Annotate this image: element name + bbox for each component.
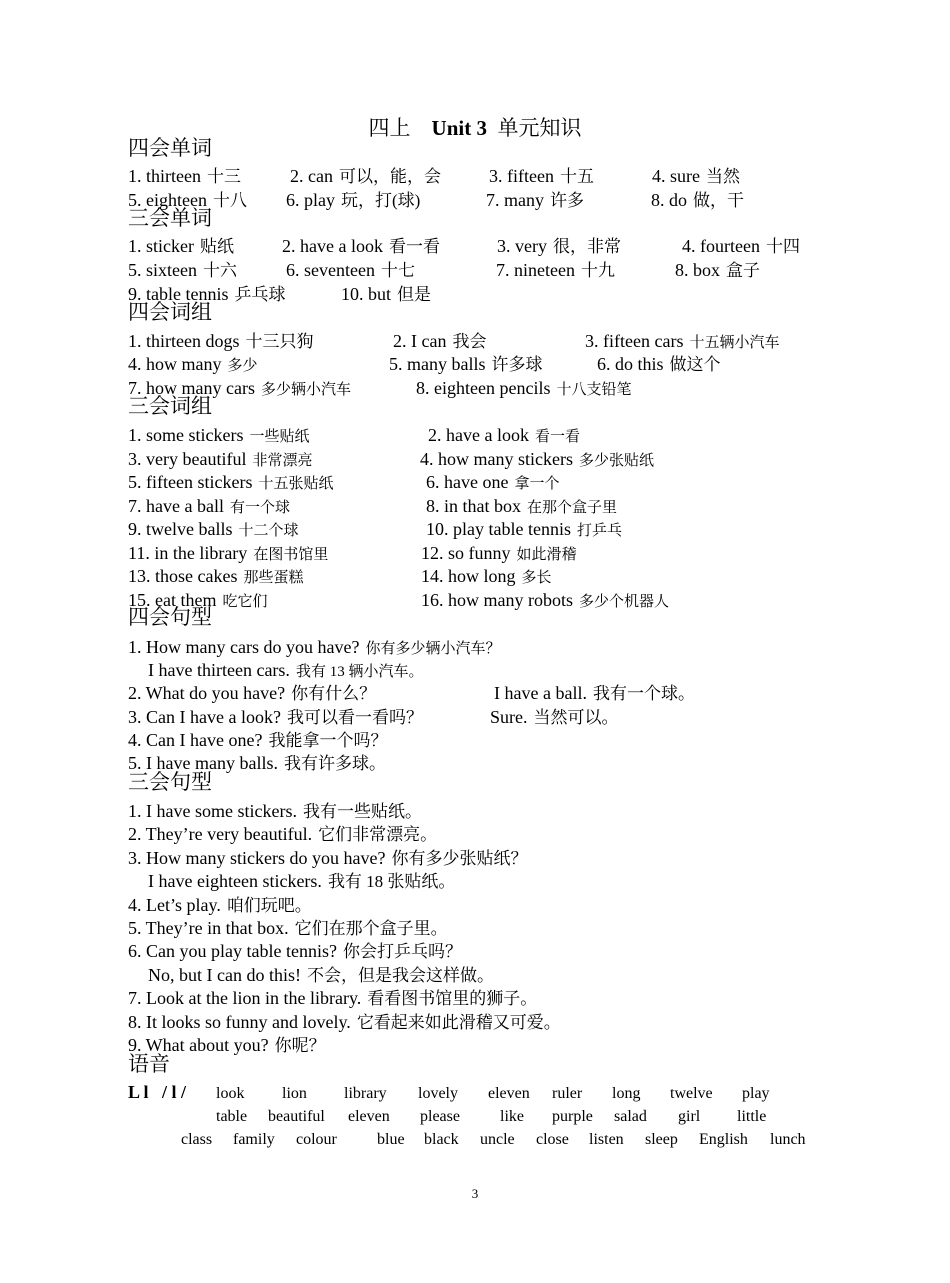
- sentence-line: I have eighteen stickers. 我有 18 张贴纸。: [148, 871, 456, 891]
- sentence-line: I have thirteen cars. 我有 13 辆小汽车。: [148, 660, 424, 680]
- section-heading-three-skill-sentences: 三会句型: [128, 770, 212, 794]
- phonics-word: eleven: [348, 1108, 390, 1125]
- phrase-item: 16. how many robots 多少个机器人: [421, 590, 670, 610]
- sentence-line: 4. Can I have one? 我能拿一个吗？: [128, 730, 388, 750]
- phonics-word: listen: [589, 1131, 624, 1148]
- sentence-line: Sure. 当然可以。: [490, 707, 619, 727]
- phonics-word: please: [420, 1108, 460, 1125]
- phrase-item: 5. many balls 许多球: [389, 354, 543, 374]
- section-heading-three-skill-words: 三会单词: [128, 206, 212, 230]
- phrase-item: 8. eighteen pencils 十八支铅笔: [416, 378, 632, 398]
- sentence-line: I have a ball. 我有一个球。: [494, 683, 695, 703]
- word-item: 6. seventeen 十七: [286, 260, 415, 280]
- word-item: 1. thirteen 十三: [128, 166, 241, 186]
- phrase-item: 6. have one 拿一个: [426, 472, 560, 492]
- phonics-word: black: [424, 1131, 459, 1148]
- word-item: 5. sixteen 十六: [128, 260, 237, 280]
- phrase-item: 15. eat them 吃它们: [128, 590, 268, 610]
- word-item: 9. table tennis 乒乓球: [128, 284, 286, 304]
- phonics-word: family: [233, 1131, 275, 1148]
- phonics-word: twelve: [670, 1085, 713, 1102]
- phrase-item: 9. twelve balls 十二个球: [128, 519, 299, 539]
- sentence-line: 1. I have some stickers. 我有一些贴纸。: [128, 801, 422, 821]
- phonics-word: eleven: [488, 1085, 530, 1102]
- phonics-word: sleep: [645, 1131, 678, 1148]
- sentence-line: 7. Look at the lion in the library. 看看图书馆里的狮子。: [128, 988, 538, 1008]
- phonics-word: purple: [552, 1108, 593, 1125]
- phonics-word: long: [612, 1085, 641, 1102]
- phonics-word: library: [344, 1085, 387, 1102]
- section-heading-three-skill-phrases: 三会词组: [128, 394, 212, 418]
- sentence-line: 9. What about you? 你呢？: [128, 1035, 326, 1055]
- phrase-item: 6. do this 做这个: [597, 354, 721, 374]
- sentence-line: 8. It looks so funny and lovely. 它看起来如此滑稽又可爱。: [128, 1012, 561, 1032]
- phrase-item: 1. some stickers 一些贴纸: [128, 425, 310, 445]
- sentence-line: 5. I have many balls. 我有许多球。: [128, 753, 386, 773]
- phonics-word: lion: [282, 1085, 307, 1102]
- phrase-item: 5. fifteen stickers 十五张贴纸: [128, 472, 334, 492]
- phrase-item: 11. in the library 在图书馆里: [128, 543, 329, 563]
- phonics-word: colour: [296, 1131, 337, 1148]
- phonics-word: salad: [614, 1108, 647, 1125]
- word-item: 6. play 玩，打(球): [286, 190, 421, 210]
- phonics-word: uncle: [480, 1131, 515, 1148]
- word-item: 5. eighteen 十八: [128, 190, 247, 210]
- phrase-item: 2. I can 我会: [393, 331, 487, 351]
- phonics-word: table: [216, 1108, 248, 1125]
- word-item: 1. sticker 贴纸: [128, 236, 234, 256]
- word-item: 10. but 但是: [341, 284, 432, 304]
- sentence-line: 6. Can you play table tennis? 你会打乒乓吗？: [128, 941, 462, 961]
- phrase-item: 8. in that box 在那个盒子里: [426, 496, 618, 516]
- phonics-word: beautiful: [268, 1108, 325, 1125]
- phonics-word: lunch: [770, 1131, 806, 1148]
- phonics-word: lovely: [418, 1085, 458, 1102]
- phonics-word: play: [742, 1085, 770, 1102]
- phonics-word: like: [500, 1108, 524, 1125]
- phonics-word: English: [699, 1131, 748, 1148]
- section-heading-four-skill-words: 四会单词: [128, 136, 212, 160]
- phrase-item: 7. how many cars 多少辆小汽车: [128, 378, 351, 398]
- title-prefix: 四上: [368, 116, 411, 140]
- phrase-item: 3. very beautiful 非常漂亮: [128, 449, 313, 469]
- sentence-line: 5. They’re in that box. 它们在那个盒子里。: [128, 918, 448, 938]
- word-item: 8. do 做，干: [651, 190, 744, 210]
- word-item: 2. have a look 看一看: [282, 236, 440, 256]
- phrase-item: 12. so funny 如此滑稽: [421, 543, 577, 563]
- phonics-word: class: [181, 1131, 213, 1148]
- phonics-word: blue: [377, 1131, 405, 1148]
- phrase-item: 2. have a look 看一看: [428, 425, 580, 445]
- sentence-line: 2. What do you have? 你有什么？: [128, 683, 377, 703]
- section-heading-phonics: 语音: [128, 1052, 170, 1076]
- phonics-word: girl: [678, 1108, 701, 1125]
- phrase-item: 14. how long 多长: [421, 566, 552, 586]
- phrase-item: 7. have a ball 有一个球: [128, 496, 290, 516]
- page-number: 3: [471, 1186, 479, 1201]
- word-item: 3. fifteen 十五: [489, 166, 594, 186]
- phonics-word: close: [536, 1131, 569, 1148]
- title-unit: Unit 3: [431, 116, 487, 140]
- word-item: 3. very 很，非常: [497, 236, 621, 256]
- phrase-item: 3. fifteen cars 十五辆小汽车: [585, 331, 780, 351]
- phonics-word: ruler: [552, 1085, 583, 1102]
- word-item: 7. many 许多: [486, 190, 584, 210]
- title-suffix: 单元知识: [497, 116, 582, 140]
- sentence-line: No, but I can do this! 不会，但是我会这样做。: [148, 965, 494, 985]
- phonics-word: little: [737, 1108, 767, 1125]
- phrase-item: 10. play table tennis 打乒乓: [426, 519, 622, 539]
- sentence-line: 2. They’re very beautiful. 它们非常漂亮。: [128, 824, 438, 844]
- word-item: 4. fourteen 十四: [682, 236, 800, 256]
- phrase-item: 4. how many stickers 多少张贴纸: [420, 449, 654, 469]
- phrase-item: 4. how many 多少: [128, 354, 258, 374]
- phrase-item: 1. thirteen dogs 十三只狗: [128, 331, 314, 351]
- sentence-line: 3. How many stickers do you have? 你有多少张贴纸？: [128, 848, 528, 868]
- word-item: 2. can 可以，能，会: [290, 166, 441, 186]
- sentence-line: 4. Let’s play. 咱们玩吧。: [128, 895, 312, 915]
- sentence-line: 3. Can I have a look? 我可以看一看吗？: [128, 707, 423, 727]
- word-item: 8. box 盒子: [675, 260, 760, 280]
- section-heading-four-skill-phrases: 四会词组: [128, 300, 212, 324]
- phonics-word: look: [216, 1085, 245, 1102]
- word-item: 4. sure 当然: [652, 166, 740, 186]
- sentence-line: 1. How many cars do you have? 你有多少辆小汽车？: [128, 637, 501, 657]
- section-heading-four-skill-sentences: 四会句型: [128, 605, 212, 629]
- word-item: 7. nineteen 十九: [496, 260, 615, 280]
- phrase-item: 13. those cakes 那些蛋糕: [128, 566, 304, 586]
- phonics-label: L l / l /: [128, 1082, 187, 1102]
